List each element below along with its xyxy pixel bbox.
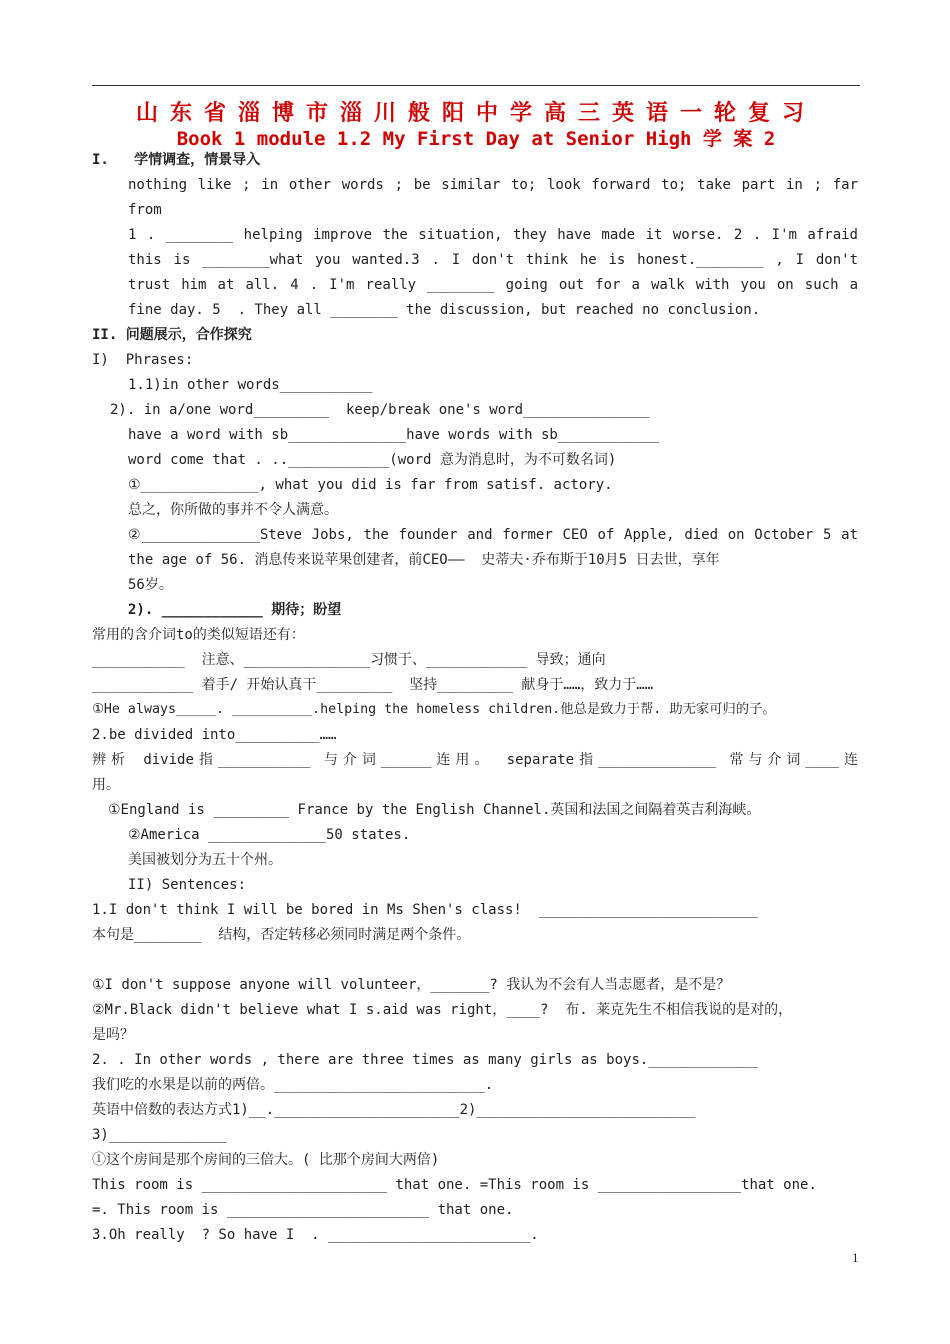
section-2-line: 是吗？	[92, 1027, 134, 1043]
page-number: 1	[852, 1250, 859, 1265]
section-2-line: ②______________Steve Jobs, the founder and former CEO of Apple, died on October 5 at	[128, 527, 858, 543]
section-2-line: ①这个房间是那个房间的三倍大。( 比那个房间大两倍)	[92, 1152, 440, 1168]
section-2-line: 常用的含介词to的类似短语还有：	[92, 627, 305, 643]
section-2-line: word come that . ..____________(word 意为消息时，为不可数名词)	[128, 452, 617, 468]
section-2-line: 3)______________	[92, 1127, 227, 1143]
section-2-line: 3.Oh really ? So have I . ________________________.	[92, 1227, 539, 1243]
section-2-line: 56岁。	[128, 577, 173, 593]
section-2-line: ①He always_____. __________.helping the homeless children.他总是致力于帮. 助无家可归的子。	[92, 702, 776, 717]
section-2-line: the age of 56. 消息传来说苹果创建者，前CEO—— 史蒂夫·乔布斯于10月5 日去世，享年	[128, 552, 720, 568]
page-title: 山东省淄博市淄川般阳中学高三英语一轮复习	[135, 101, 816, 126]
section-2-line: ①I don't suppose anyone will volunteer，_______? 我认为不会有人当志愿者，是不是？	[92, 977, 731, 993]
section-2-line: =. This room is ________________________ that one.	[92, 1202, 514, 1218]
section-2-line: have a word with sb______________have words with sb____________	[128, 427, 660, 443]
section-2-line: I) Phrases:	[92, 352, 194, 368]
section-2-line: 总之，你所做的事并不令人满意。	[128, 502, 338, 518]
section-2-line: 2. . In other words , there are three times as many girls as boys._____________	[92, 1052, 758, 1068]
section-2-line: ____________ 着手/ 开始认真干_________ 坚持_________ 献身于……，致力于……	[92, 677, 654, 693]
section-2-line: ②America ______________50 states.	[128, 827, 411, 843]
section-2-line: ___________ 注意、_______________习惯于、____________ 导致；通向	[92, 652, 606, 668]
section-2-heading: II. 问题展示，合作探究	[92, 327, 252, 343]
section-2-line: 2). in a/one word_________ keep/break one's word_______________	[110, 402, 650, 418]
section-1-line: this is ________what you wanted.3 . I don't think he is honest.________ , I don't	[128, 252, 858, 268]
section-2-line: 本句是________ 结构，否定转移必须同时满足两个条件。	[92, 927, 471, 943]
section-2-line: ②Mr.Black didn't believe what I s.aid was right，____? 布. 莱克先生不相信我说的是对的，	[92, 1002, 793, 1018]
section-2-line: II) Sentences:	[128, 877, 247, 893]
section-2-line: 英语中倍数的表达方式1)__.______________________2)__________________________	[92, 1102, 696, 1118]
section-2-line: 1.I don't think I will be bored in Ms Shen's class! __________________________	[92, 902, 758, 918]
section-2-line: 用。	[92, 777, 120, 793]
section-2-line: 2). ____________ 期待；盼望	[128, 602, 342, 618]
section-2-line: This room is ______________________ that one. =This room is _________________that one.	[92, 1177, 817, 1193]
section-1-heading: I. 学情调查，情景导入	[92, 152, 261, 168]
section-2-line: ①England is _________ France by the English Channel.英国和法国之间隔着英吉利海峡。	[108, 802, 761, 818]
section-2-line: 1.1)in other words___________	[128, 377, 373, 393]
section-1-line: nothing like ; in other words ; be similar to; look forward to; take part in ; far	[128, 177, 858, 193]
section-2-line: 辨析 divide指___________ 与介词______连用。 separate指______________ 常与介词____连	[92, 752, 858, 768]
section-1-line: fine day. 5 . They all ________ the discussion, but reached no conclusion.	[128, 302, 761, 318]
section-1-line: from	[128, 202, 162, 218]
section-2-line: 美国被划分为五十个州。	[128, 852, 282, 868]
section-2-line: ①______________, what you did is far from satisf. actory.	[128, 477, 613, 493]
header-rule	[92, 85, 860, 86]
section-1-line: 1 . ________ helping improve the situation, they have made it worse. 2 . I'm afraid	[128, 227, 858, 243]
section-2-line: 我们吃的水果是以前的两倍。_________________________.	[92, 1077, 494, 1093]
page-subtitle: Book 1 module 1.2 My First Day at Senior High 学 案 2	[176, 128, 776, 150]
section-2-line: 2.be divided into__________……	[92, 727, 337, 743]
section-1-line: trust him at all. 4 . I'm really ________ going out for a walk with you on such a	[128, 277, 858, 293]
